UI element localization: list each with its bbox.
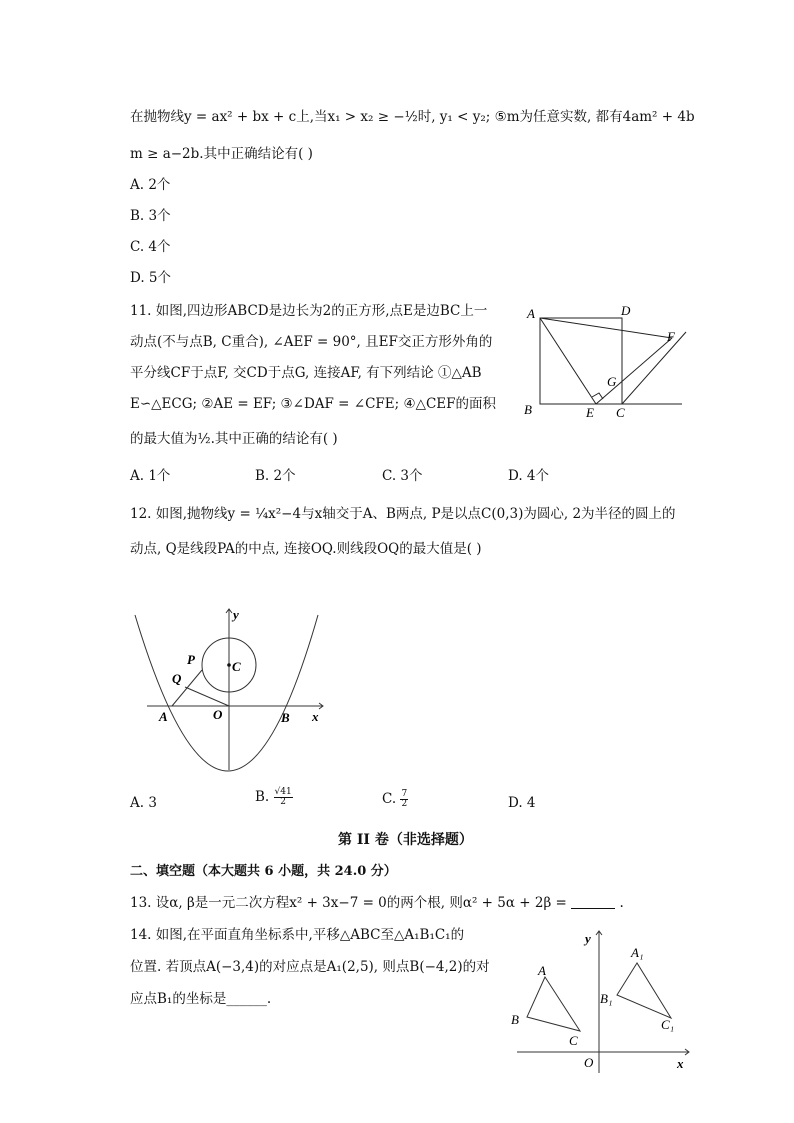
q10-option-d: D. 5个 <box>130 270 172 286</box>
q12-option-b: B. <box>255 789 270 805</box>
q11-label-f: F <box>667 329 675 344</box>
q12-option-c: C. <box>382 791 397 807</box>
q11-label-e: E <box>586 405 594 420</box>
q12-line1: 12. 如图,抛物线y = ¼x²−4与x轴交于A、B两点, P是以点C(0,3)为圆心, 2为半径的圆上的 <box>130 506 676 522</box>
q12-parabola-figure <box>125 605 335 775</box>
q12-label-y: y <box>233 607 239 622</box>
q14-label-b1: B₁ <box>600 991 613 1006</box>
q11-label-d: D <box>621 303 631 318</box>
q12-option-a: A. 3 <box>130 795 157 811</box>
q12-label-o: O <box>213 707 223 722</box>
q14-label-y: y <box>585 931 591 946</box>
q12-option-b-den: 2 <box>280 797 286 807</box>
q13-line <box>130 894 624 912</box>
q14-label-c1: C₁ <box>661 1017 675 1032</box>
section2-heading: 二、填空题（本大题共 6 小题，共 24.0 分） <box>130 864 397 879</box>
q13-text: 13. 设α, β是一元二次方程x² + 3x−7 = 0的两个根, 则α² + 5α + 2β = <box>130 895 567 911</box>
q11-label-g: G <box>607 374 617 389</box>
q14-triangles-figure <box>505 925 695 1075</box>
q11-option-b: B. 2个 <box>255 468 296 484</box>
q12-option-c-num: 7 <box>401 789 408 799</box>
q12-option-b-frac <box>274 788 293 807</box>
q11-label-b: B <box>524 402 532 417</box>
q11-option-c: C. 3个 <box>382 468 423 484</box>
q10-option-c: C. 4个 <box>130 239 171 255</box>
q14-label-b: B <box>511 1012 519 1027</box>
q10-option-a: A. 2个 <box>130 177 171 193</box>
q11-option-a: A. 1个 <box>130 468 171 484</box>
q12-option-b-num: √41 <box>274 787 292 797</box>
q12-option-d: D. 4 <box>508 795 536 811</box>
q11-line5: 的最大值为½.其中正确的结论有( ) <box>130 431 338 447</box>
q10-line2: m ≥ a−2b.其中正确结论有( ) <box>130 146 313 162</box>
q12-line2: 动点, Q是线段PA的中点, 连接OQ.则线段OQ的最大值是( ) <box>130 541 482 557</box>
q14-label-a: A <box>538 963 546 978</box>
q11-line4: E∽△ECG; ②AE = EF; ③∠DAF = ∠CFE; ④△CEF的面积 <box>130 396 497 412</box>
q14-label-a1: A₁ <box>631 945 644 960</box>
q11-label-c: C <box>616 405 625 420</box>
q13-end: . <box>619 895 624 911</box>
q12-label-b: B <box>281 710 290 725</box>
q14-line1: 14. 如图,在平面直角坐标系中,平移△ABC至△A₁B₁C₁的 <box>130 927 465 943</box>
q11-line1: 11. 如图,四边形ABCD是边长为2的正方形,点E是边BC上一 <box>130 303 488 319</box>
q12-option-b-wrap <box>255 788 293 807</box>
q10-line1: 在抛物线y = ax² + bx + c上,当x₁ > x₂ ≥ −½时, y₁ < y₂; ⑤m为任意实数, 都有4am² + 4b <box>130 109 695 125</box>
q11-line2: 动点(不与点B, C重合), ∠AEF = 90°, 且EF交正方形外角的 <box>130 334 493 350</box>
q14-line2: 位置. 若顶点A(−3,4)的对应点是A₁(2,5), 则点B(−4,2)的对 <box>130 959 490 975</box>
q12-label-q: Q <box>172 671 182 686</box>
q14-label-x: x <box>677 1056 684 1071</box>
q11-option-d: D. 4个 <box>508 468 550 484</box>
q12-option-c-wrap <box>382 790 408 809</box>
q13-answer-blank[interactable] <box>571 894 615 909</box>
q11-square-figure <box>520 300 700 425</box>
q11-line3: 平分线CF于点F, 交CD于点G, 连接AF, 有下列结论 ①△AB <box>130 365 482 381</box>
section2-title: 第 II 卷（非选择题） <box>338 832 473 848</box>
q14-label-o: O <box>584 1055 594 1070</box>
q12-option-c-den: 2 <box>401 799 408 809</box>
q12-label-x: x <box>312 709 319 724</box>
q12-label-c: C <box>232 659 241 674</box>
q12-label-a: A <box>159 709 168 724</box>
q11-label-a: A <box>527 306 535 321</box>
q12-label-p: P <box>187 652 195 667</box>
q12-option-c-frac <box>400 790 408 809</box>
q14-line3: 应点B₁的坐标是______. <box>130 991 272 1007</box>
q10-option-b: B. 3个 <box>130 208 171 224</box>
q14-label-c: C <box>569 1033 578 1048</box>
